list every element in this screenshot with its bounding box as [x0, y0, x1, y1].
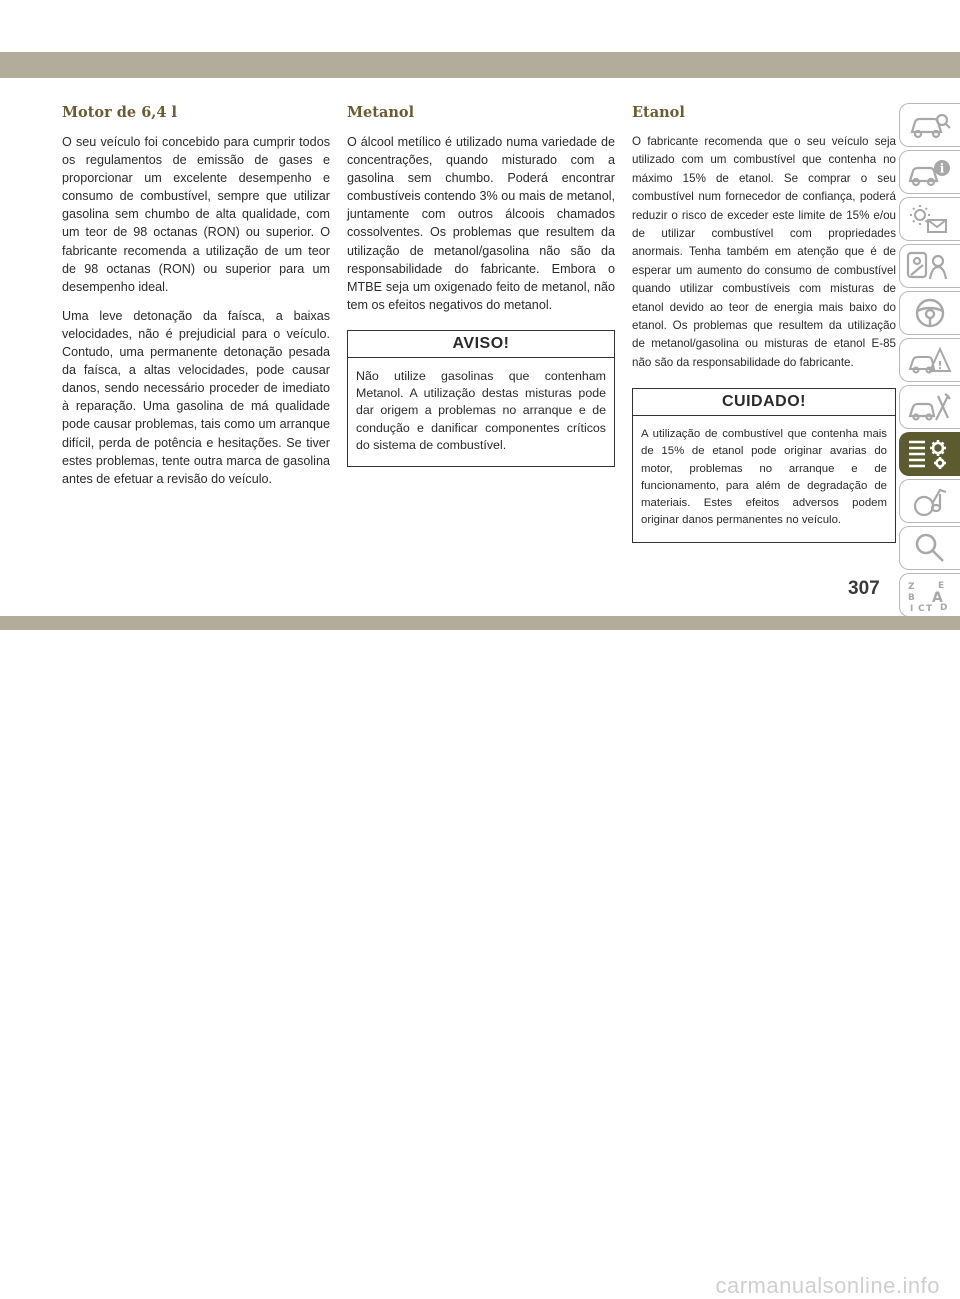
svg-text:D: D: [940, 603, 948, 612]
svg-text:i: i: [939, 161, 945, 176]
svg-text:T: T: [926, 604, 933, 612]
alphabet-index-icon: [906, 578, 952, 612]
motor-paragraph-2: Uma leve detonação da faísca, a baixas velocidades, não é prejudicial para o veículo. Contudo, uma permanente detonação pesada da faísca, a altas velocidades, pode causar danos, sendo necessário proceder de imediato à reparação. Uma gasolina de má qualidade pode causar problemas, tais como um arranque difícil, perda de potência e hesitações. Se tiver estes problemas, tente outra marca de gasolina antes de efetuar a revisão do veículo.: [62, 308, 330, 486]
svg-text:C: C: [918, 604, 925, 612]
header-band: [0, 52, 960, 78]
tab-specifications[interactable]: [899, 432, 960, 476]
tab-steering-wheel[interactable]: [899, 291, 960, 335]
heading-etanol: Etanol: [632, 104, 685, 121]
tab-search[interactable]: [899, 526, 960, 570]
tab-multimedia[interactable]: [899, 479, 960, 523]
hazard-triangle-icon: [906, 343, 952, 377]
caution-text: A utilização de combustível que contenha mais de 15% de etanol pode originar avarias do motor, problemas no arranque e de funcionamento, para além de degradação de materiais. Estes efeitos adversos podem originar danos permanentes no veículo.: [641, 428, 887, 527]
svg-text:Z: Z: [908, 582, 915, 592]
heading-motor: Motor de 6,4 l: [62, 104, 177, 121]
tab-tools[interactable]: [899, 385, 960, 429]
chapter-tabs: [899, 103, 960, 620]
warning-title: AVISO!: [348, 331, 614, 358]
warning-box: [347, 330, 615, 467]
column-metanol: [347, 100, 615, 467]
specifications-gears-icon: [906, 437, 952, 471]
svg-text:!: !: [937, 359, 943, 372]
svg-text:A: A: [932, 590, 943, 606]
svg-text:I: I: [910, 604, 914, 612]
tools-icon: [906, 390, 952, 424]
seatbelt-airbag-icon: [906, 249, 952, 283]
page-number: 307: [848, 578, 880, 599]
motor-paragraph-1: O seu veículo foi concebido para cumprir todos os regulamentos de emissão de gases e proporcionar um excelente desempenho e consumo de combustível, sempre que utilizar gasolina sem chumbo de alta qualidade, com um teor de 98 octanas (RON) ou superior. O fabricante recomenda a utilização de um teor de 98 octanas (RON) ou superior para um desempenho ideal.: [62, 135, 330, 294]
tab-car-info[interactable]: [899, 150, 960, 194]
caution-box: [632, 388, 896, 542]
tab-hazard-triangle[interactable]: [899, 338, 960, 382]
magnifier-icon: [906, 531, 952, 565]
tab-index[interactable]: [899, 573, 960, 617]
tab-car-search[interactable]: [899, 103, 960, 147]
warning-text: Não utilize gasolinas que contenham Metanol. A utilização destas misturas pode dar origem a problemas no arranque e de condução e danificar componentes críticos do sistema de combustível.: [356, 368, 606, 452]
etanol-paragraph-1: O fabricante recomenda que o seu veículo seja utilizado com um combustível que contenha no máximo 15% de etanol. Se comprar o seu combustível num fornecedor de confiança, poderá reduzir o risco de exceder este limite de 15% e/ou de utilizar combustível com propriedades anormais. Tenha também em atenção que é de esperar um aumento do consumo de combustível quando utilizar combustíveis com misturas de etanol devido ao teor de energia mais baixo do etanol. Os problemas que resultem da utilização de metanol/gasolina ou misturas de etanol E-85 não são da responsabilidade do fabricante.: [632, 135, 896, 369]
metanol-paragraph-1: O álcool metílico é utilizado numa variedade de concentrações, quando misturado com a gasolina sem chumbo. Poderá encontrar combustíveis contendo 3% ou mais de metanol, juntamente com outros álcoois chamados cossolventes. Os problemas que resultem da utilização de metanol/gasolina não são da responsabilidade do fabricante. Embora o MTBE seja um oxigenado feito de metanol, não tem os efeitos negativos do metanol.: [347, 135, 615, 312]
car-info-icon: [906, 155, 952, 189]
svg-text:B: B: [908, 593, 915, 603]
heading-metanol: Metanol: [347, 104, 415, 121]
column-etanol: [632, 100, 896, 543]
footer-band: [0, 616, 960, 630]
column-motor: [62, 100, 330, 499]
steering-wheel-icon: [906, 296, 952, 330]
tab-warning-lights[interactable]: [899, 197, 960, 241]
watermark: carmanualsonline.info: [715, 1273, 940, 1298]
car-search-icon: [906, 108, 952, 142]
caution-title: CUIDADO!: [633, 389, 895, 416]
svg-text:E: E: [938, 581, 945, 591]
tab-seatbelt-airbag[interactable]: [899, 244, 960, 288]
footer-area: [0, 630, 960, 1298]
music-note-icon: [906, 484, 952, 518]
warning-lights-icon: [906, 202, 952, 236]
